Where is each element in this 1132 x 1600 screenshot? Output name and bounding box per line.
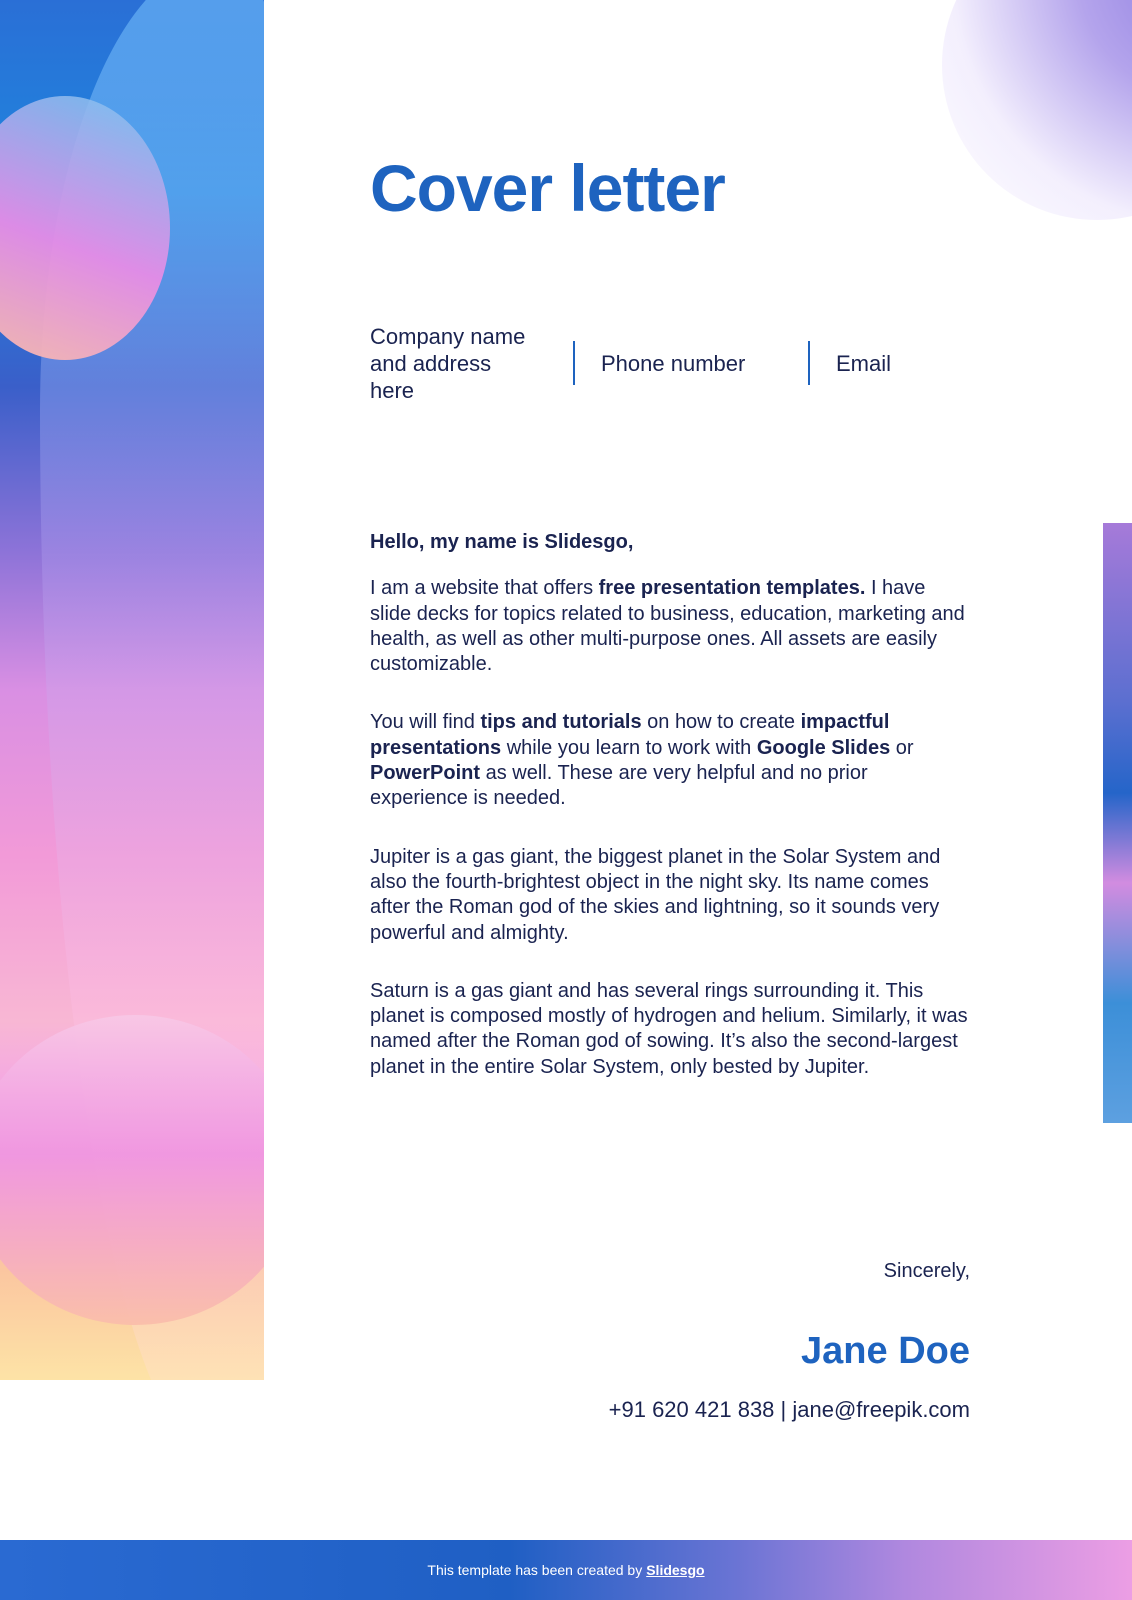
text-segment: as well. These are very helpful and no prior experience is needed. — [370, 762, 868, 810]
decorative-circle-bottom — [0, 1015, 264, 1325]
paragraph-2 — [370, 710, 970, 811]
contact-row — [370, 323, 892, 403]
text-segment: on how to create — [641, 711, 801, 734]
company-line-1: Company name — [370, 323, 526, 349]
text-segment: I have slide decks for topics related to business, education, marketing and health, as well as other multi-purpose ones. All assets are easily customizable. — [370, 577, 965, 676]
page-title: Cover letter — [370, 151, 725, 225]
divider — [808, 341, 810, 385]
decorative-right-strip — [1103, 523, 1132, 1123]
letter-body — [370, 530, 970, 1113]
footer-link[interactable]: Slidesgo — [646, 1562, 705, 1578]
footer-text: This template has been created by — [427, 1562, 643, 1578]
text-segment: You will find — [370, 711, 481, 734]
company-address — [370, 323, 540, 404]
phone-number: Phone number — [601, 350, 746, 376]
footer — [0, 1540, 1132, 1600]
closing: Sincerely, — [883, 1260, 970, 1282]
text-segment: I am a website that offers — [370, 577, 599, 600]
left-decorative-panel — [0, 0, 264, 1380]
email: Email — [836, 350, 892, 376]
divider — [573, 341, 575, 385]
bold-text: tips and tutorials — [480, 711, 642, 734]
bold-text: free presentation templates. — [598, 577, 866, 600]
bold-text: PowerPoint — [370, 762, 481, 785]
decorative-circle-top-right — [942, 0, 1132, 220]
paragraph-1 — [370, 576, 970, 677]
text-segment: while you learn to work with — [501, 736, 757, 759]
paragraph-4: Saturn is a gas giant and has several rings surrounding it. This planet is composed mostly of hydrogen and helium. Similarly, it was named after the Roman god of sowing. It’s also the second-largest planet in the entire Solar System, only bested by Jupiter. — [370, 979, 968, 1078]
bold-text: impactful presentations — [370, 711, 890, 759]
signature-contact: +91 620 421 838 | jane@freepik.com — [608, 1397, 970, 1422]
paragraph-3: Jupiter is a gas giant, the biggest planet in the Solar System and also the fourth-brightest object in the night sky. Its name comes after the Roman god of the skies and lightning, so it sounds very powerful and almighty. — [370, 845, 941, 944]
bold-text: Google Slides — [756, 736, 891, 759]
company-line-2: and address here — [370, 350, 492, 403]
text-segment: or — [890, 736, 914, 759]
signature-name: Jane Doe — [801, 1330, 970, 1372]
greeting: Hello, my name is Slidesgo, — [370, 531, 634, 553]
